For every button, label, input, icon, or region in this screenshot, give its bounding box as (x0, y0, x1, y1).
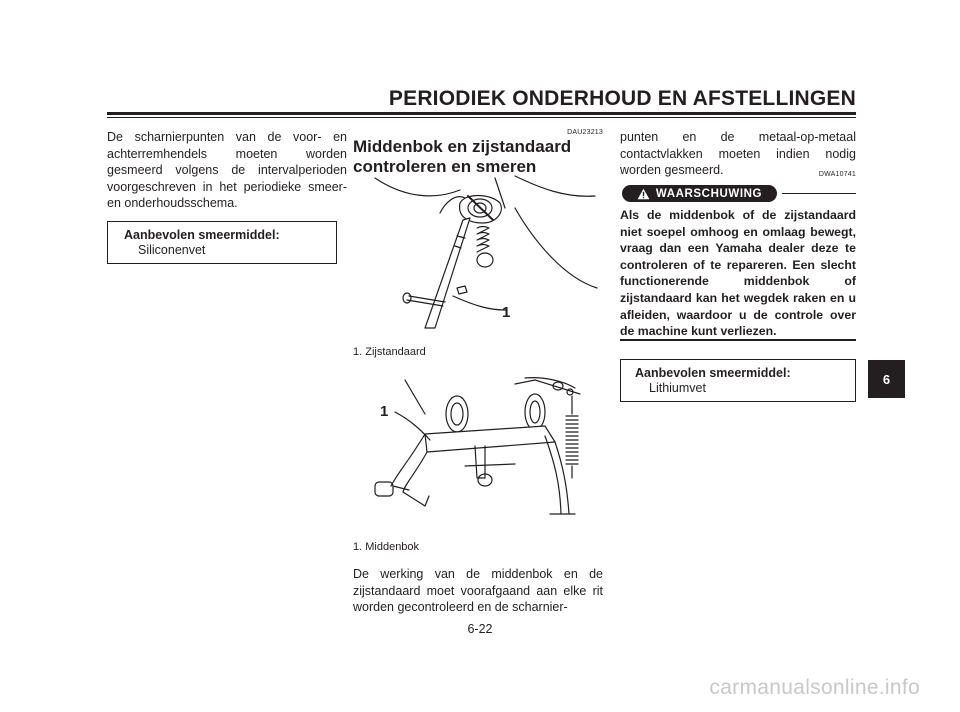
lubricant-box-value: Lithiumvet (649, 381, 706, 395)
sidestand-illustration (365, 168, 605, 334)
warning-header-rule (782, 193, 856, 194)
chapter-tab: 6 (868, 360, 905, 398)
lubricant-box-title: Aanbevolen smeermiddel: (635, 366, 791, 380)
warning-label: WAARSCHUWING (655, 187, 763, 200)
section-heading: Middenbok en zijstandaard controleren en smeren (353, 137, 572, 176)
warning-code: DWA10741 (818, 171, 856, 178)
watermark: carmanualsonline.info (709, 676, 920, 699)
page-title: PERIODIEK ONDERHOUD EN AFSTELLINGEN (388, 87, 856, 110)
warning-bottom-rule (620, 339, 856, 341)
header-rule-thin (107, 117, 856, 118)
lubricant-box-silicone (107, 221, 337, 264)
page-number: 6-22 (467, 622, 493, 636)
figure2-callout: 1 (380, 403, 389, 420)
figure1-callout: 1 (502, 304, 511, 321)
centerstand-illustration (365, 374, 605, 530)
section-code: DAU23213 (567, 129, 603, 136)
column2-paragraph: De werking van de middenbok en de zijstandaard moet voorafgaand aan elke rit worden gecontroleerd en de scharnier- (353, 567, 603, 614)
lubricant-box-title: Aanbevolen smeermiddel: (124, 228, 280, 242)
column3-paragraph: punten en de metaal-op-metaal contactvlakken moeten indien nodig worden gesmeerd. (620, 130, 856, 177)
figure2-caption: 1. Middenbok (353, 541, 420, 553)
lubricant-box-lithium (620, 359, 856, 402)
warning-badge (622, 185, 777, 202)
lubricant-box-value: Siliconenvet (138, 243, 206, 257)
warning-text: Als de middenbok of de zijstandaard niet soepel omhoog en omlaag bewegt, vraag dan een Yamaha dealer deze te controleren of te repareren. Een slecht functionerende middenbok of zijstandaard kan het wegdek raken en u afleiden, waardoor u de controle over de machine kunt verliezen. (620, 208, 856, 339)
figure1-caption: 1. Zijstandaard (353, 346, 426, 358)
warning-triangle-icon (637, 188, 650, 200)
column1-paragraph: De scharnierpunten van de voor- en achterremhendels moeten worden gesmeerd volgens de intervalperioden voorgeschreven in het periodieke smeer- en onderhoudsschema. (107, 130, 347, 210)
warning-header (620, 185, 856, 203)
